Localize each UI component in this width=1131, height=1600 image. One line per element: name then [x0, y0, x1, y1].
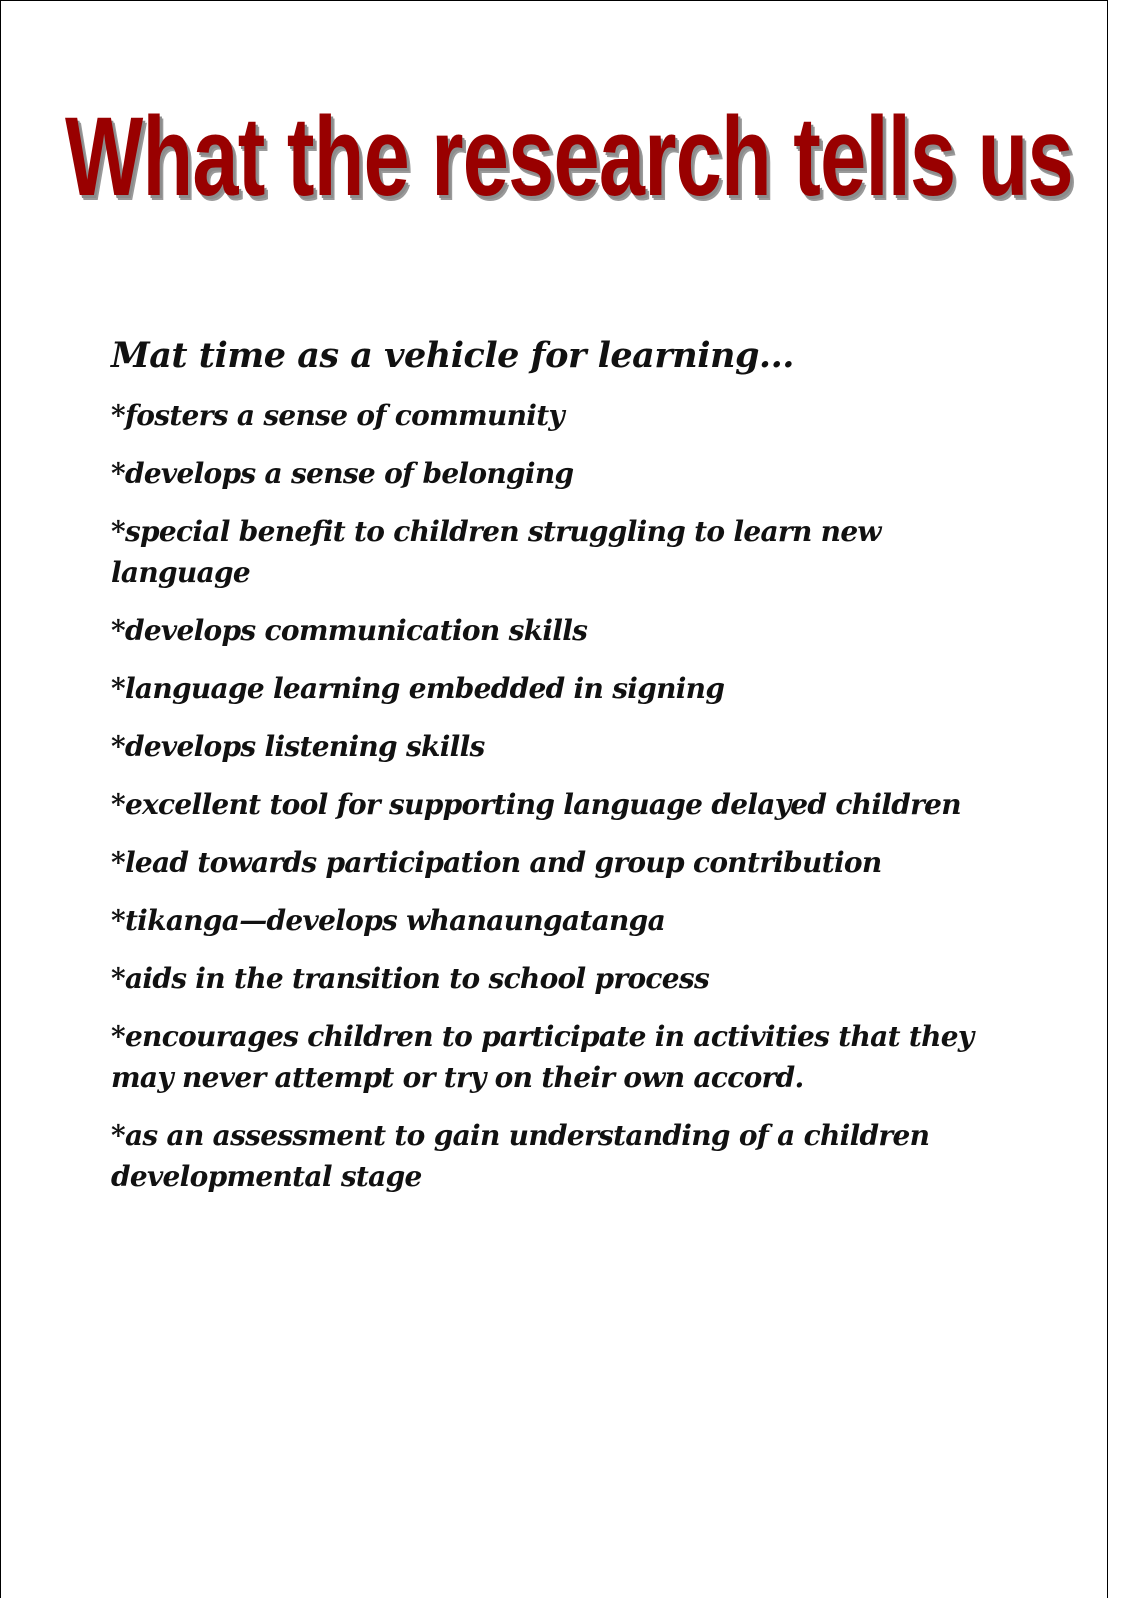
list-item: *fosters a sense of community [111, 399, 564, 432]
list-item: *lead towards participation and group contribution [111, 846, 882, 879]
list-item: *excellent tool for supporting language delayed children [111, 788, 961, 821]
list-item: *as an assessment to gain understanding of a children developmental stage [111, 1119, 930, 1193]
list-item: *language learning embedded in signing [111, 672, 725, 705]
benefit-list [111, 395, 1011, 1197]
list-item: *encourages children to participate in activities that they may never attempt or try on their own accord. [111, 1020, 974, 1094]
content-area [111, 331, 1011, 1214]
list-item: *aids in the transition to school process [111, 962, 710, 995]
list-item: *develops a sense of belonging [111, 457, 574, 490]
list-item: *develops listening skills [111, 730, 485, 763]
list-item: *tikanga—develops whanaungatanga [111, 904, 666, 937]
list-item: *develops communication skills [111, 614, 588, 647]
list-item: *special benefit to children struggling to learn new language [111, 515, 881, 589]
page-title: What the research tells us [65, 94, 1073, 219]
subtitle: Mat time as a vehicle for learning... [111, 335, 794, 376]
